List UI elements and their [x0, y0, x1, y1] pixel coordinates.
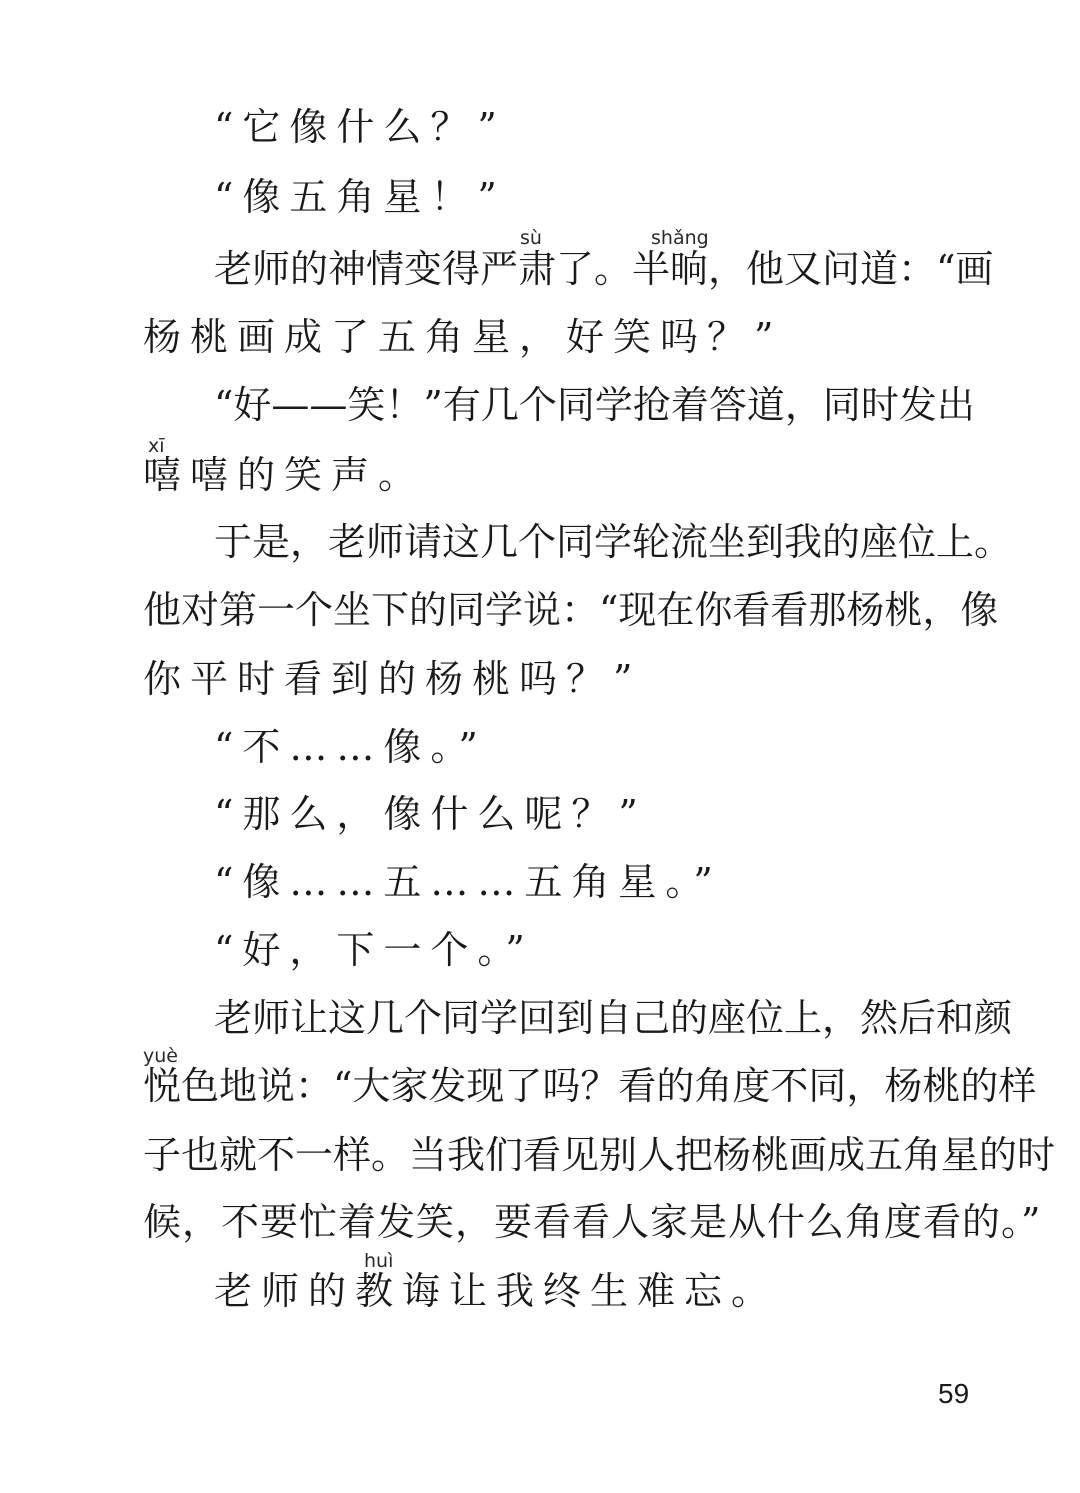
- text-line: 老师让这几个同学回到自己的座位上，然后和颜: [214, 996, 1013, 1040]
- text-line: “好，下一个。”: [214, 928, 534, 972]
- text-line: 老师的教诲让我终生难忘。: [214, 1269, 779, 1313]
- text-line: “好——笑！”有几个同学抢着答道，同时发出: [214, 383, 975, 427]
- pinyin-annotation: shǎng: [651, 227, 709, 249]
- text-line: “像……五……五角星。”: [214, 860, 722, 904]
- text-line: 你平时看到的杨桃吗？”: [143, 657, 642, 701]
- text-line: “那么，像什么呢？”: [214, 792, 647, 836]
- text-line: “它像什么？”: [214, 105, 506, 149]
- page-number: 59: [938, 1378, 970, 1409]
- text-line: 杨桃画成了五角星，好笑吗？”: [143, 315, 783, 359]
- pinyin-annotation: sù: [520, 227, 542, 249]
- pinyin-annotation: xī: [148, 435, 165, 457]
- text-line: 老师的神情变得严肃了。半晌，他又问道：“画: [214, 247, 994, 291]
- text-line: 他对第一个坐下的同学说：“现在你看看那杨桃，像: [143, 588, 999, 632]
- text-line: “不……像。”: [214, 725, 487, 769]
- pinyin-annotation: huì: [364, 1250, 394, 1272]
- text-line: 嘻嘻的笑声。: [143, 453, 426, 497]
- pinyin-annotation: yuè: [143, 1045, 178, 1067]
- text-line: “像五角星！”: [214, 175, 506, 219]
- text-line: 悦色地说：“大家发现了吗？看的角度不同，杨桃的样: [143, 1064, 1037, 1108]
- text-line: 候，不要忙着发笑，要看看人家是从什么角度看的。”: [143, 1200, 1042, 1244]
- text-line: 子也就不一样。当我们看见别人把杨桃画成五角星的时: [143, 1133, 1056, 1177]
- text-line: 于是，老师请这几个同学轮流坐到我的座位上。: [214, 520, 1013, 564]
